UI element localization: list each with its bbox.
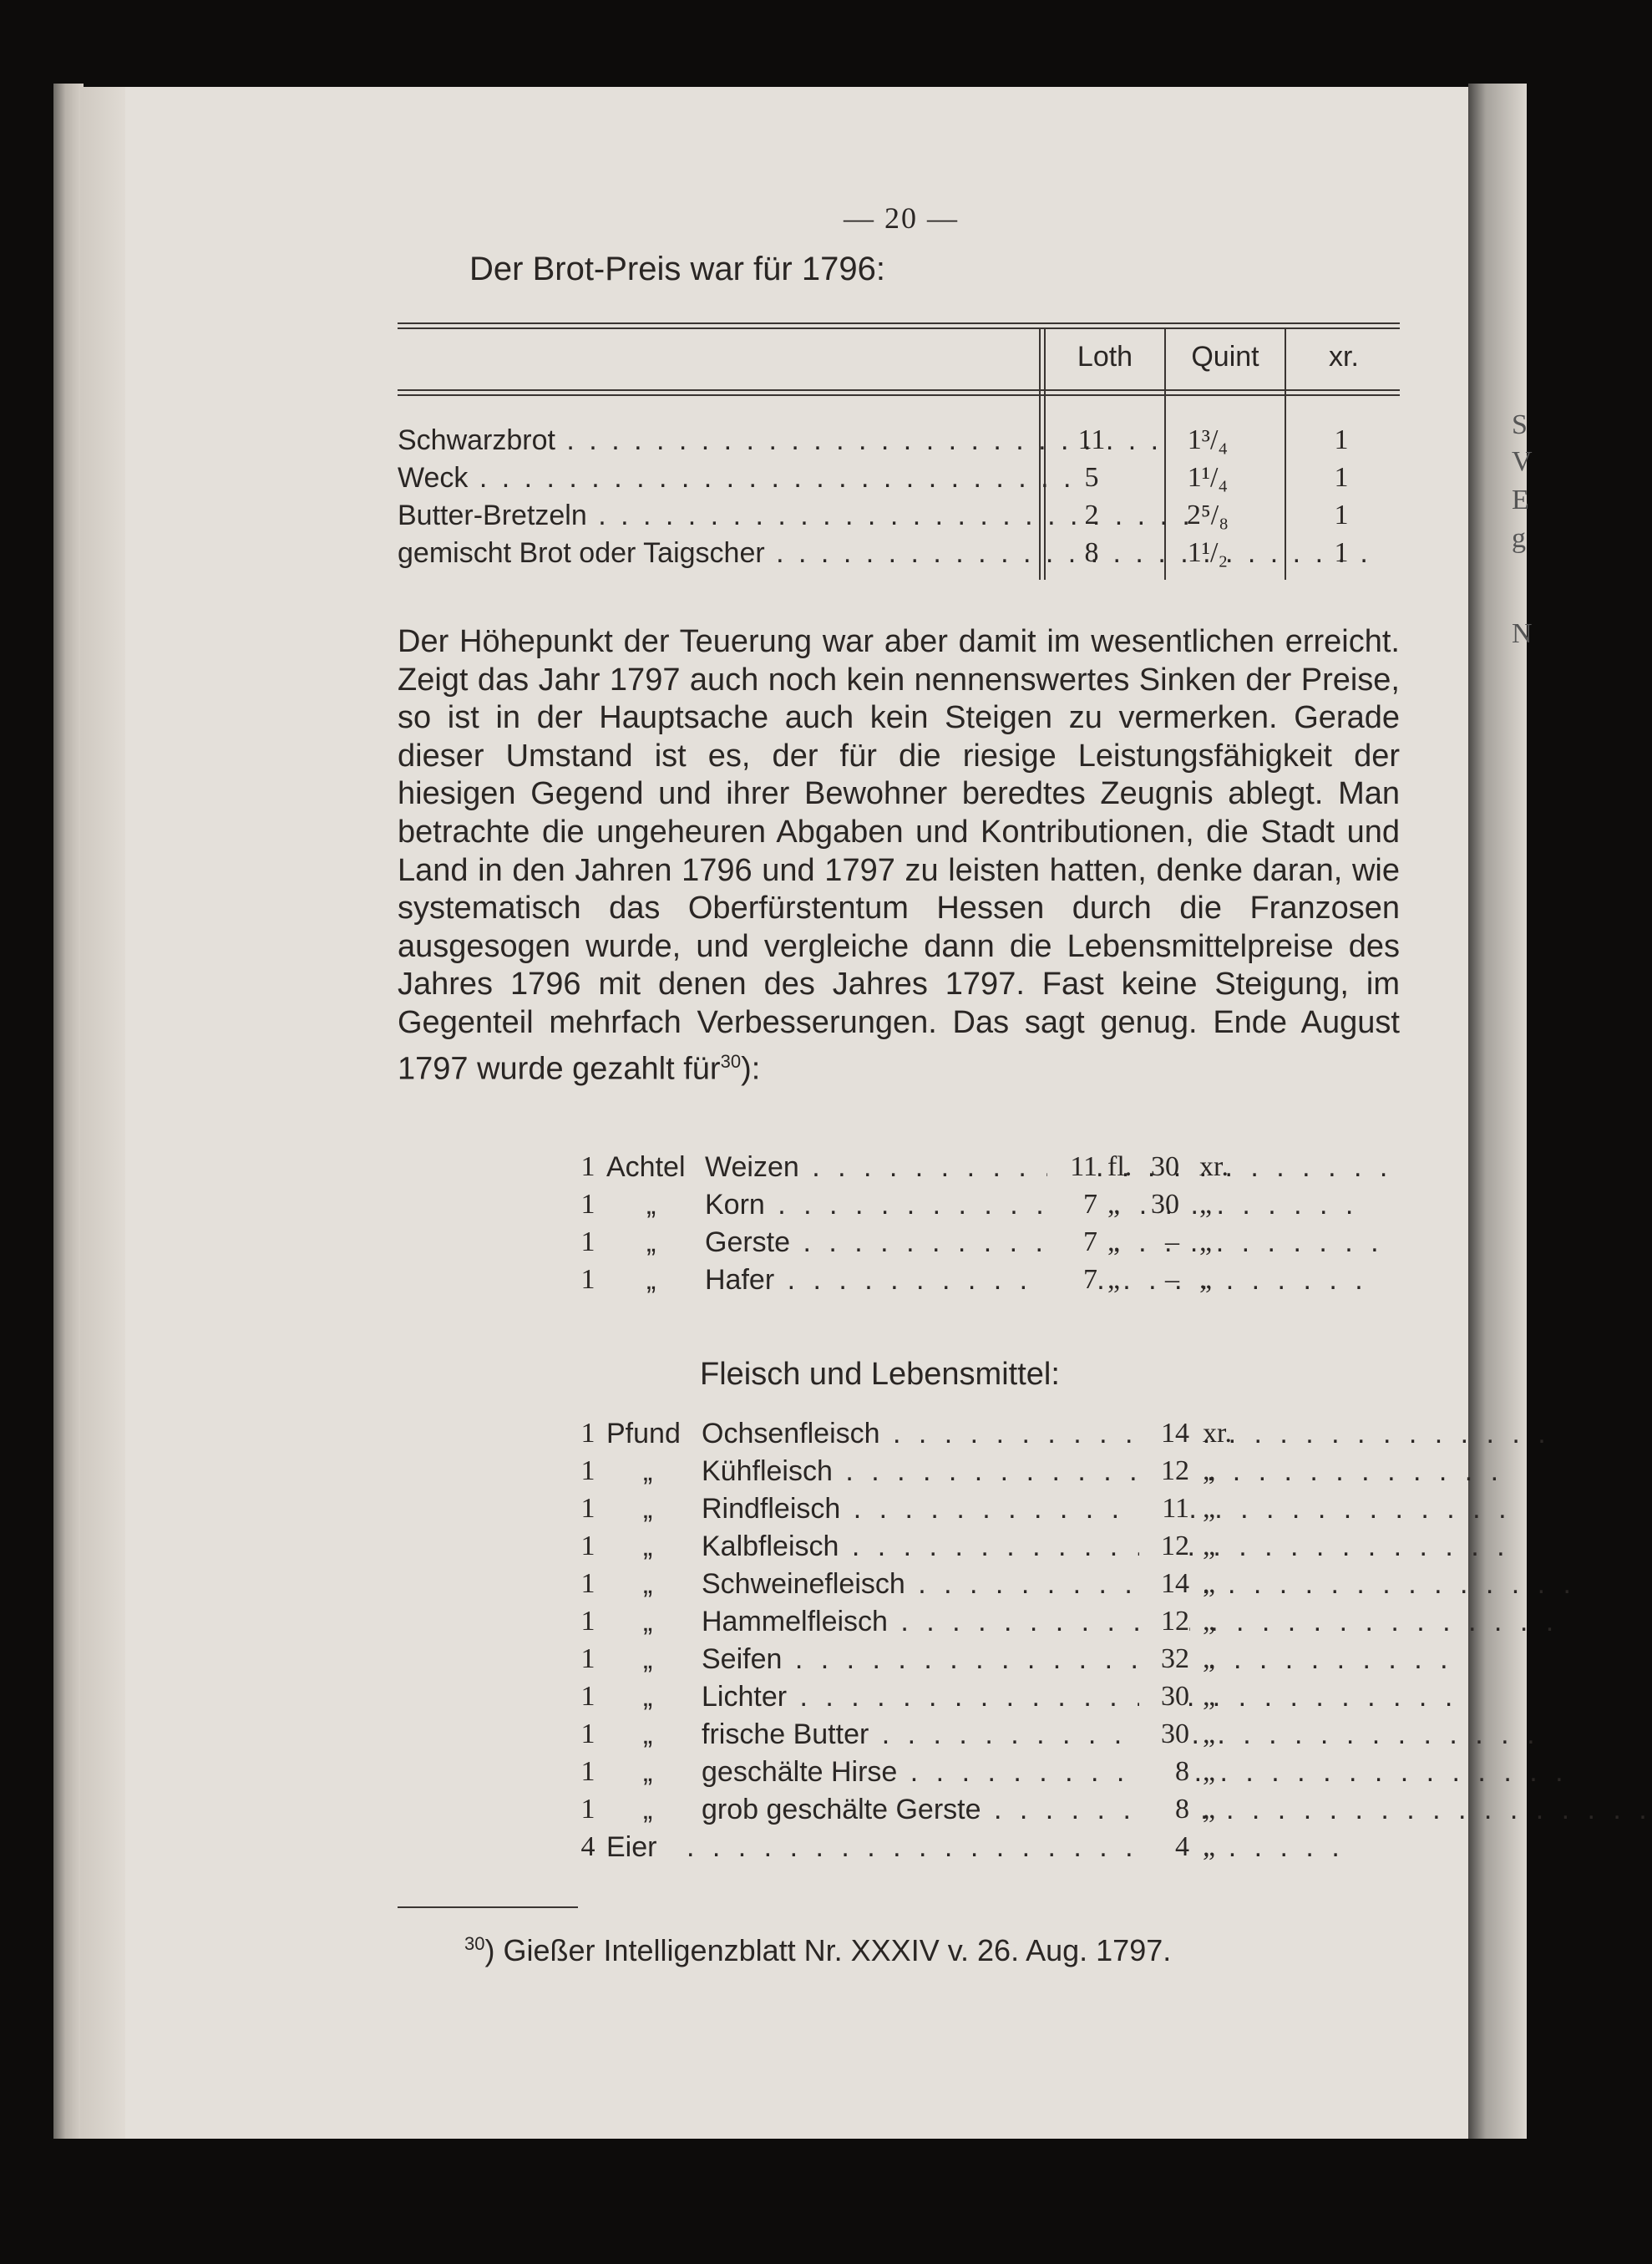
unit: „ — [646, 1189, 656, 1221]
item-name: Rindfleisch . . . — [702, 1493, 1144, 1525]
item-name: grob geschälte Gerste . . . — [702, 1794, 1144, 1826]
facing-page-letter: S — [1512, 409, 1528, 440]
quantity: 1 — [580, 1606, 595, 1637]
footnote-reference: 30 — [720, 1050, 742, 1072]
body-paragraph — [398, 623, 1400, 1089]
bread-name: Butter-Bretzeln . . . — [398, 500, 1016, 532]
price: 14 — [1139, 1568, 1189, 1600]
unit: „ — [643, 1455, 653, 1487]
price: 4 — [1139, 1831, 1189, 1863]
price: 14 — [1139, 1418, 1189, 1449]
currency: „ — [1203, 1455, 1216, 1486]
paragraph-end: ): — [741, 1051, 761, 1087]
footnote-text: ) Gießer Intelligenzblatt Nr. XXXIV v. 26. Aug. 1797. — [484, 1933, 1172, 1967]
price: 8 — [1139, 1794, 1189, 1825]
price: 12 — [1139, 1455, 1189, 1487]
item-name: Seifen . . . — [702, 1643, 1144, 1676]
quint-value: 1³/₄ — [1187, 424, 1229, 455]
table-header-rule — [398, 394, 1400, 396]
item-name: geschälte Hirse . . . — [702, 1756, 1144, 1789]
gulden-unit: „ — [1107, 1189, 1121, 1220]
unit: Pfund — [606, 1418, 681, 1449]
xr-value: 1 — [1334, 424, 1349, 455]
footnote — [464, 1933, 1171, 1968]
loth-value: 2 — [1084, 500, 1099, 530]
bread-name: gemischt Brot oder Taigscher . . . — [398, 537, 1016, 570]
currency: „ — [1203, 1568, 1216, 1599]
currency: xr. — [1203, 1418, 1232, 1449]
facing-page-letter: N — [1512, 618, 1533, 649]
unit: „ — [643, 1718, 653, 1750]
unit: „ — [643, 1794, 653, 1825]
currency: „ — [1203, 1718, 1216, 1749]
price-kreuzer: – — [1165, 1226, 1179, 1257]
bread-name: Schwarzbrot . . . — [398, 424, 1016, 457]
grain-price-list — [580, 1151, 1264, 1310]
unit: „ — [646, 1264, 656, 1296]
unit: „ — [643, 1493, 653, 1525]
gulden-unit: fl. — [1107, 1151, 1133, 1182]
quantity: 1 — [580, 1681, 595, 1712]
page-gutter — [80, 87, 130, 2139]
quint-value: 1¹/₄ — [1187, 462, 1229, 493]
quantity: 1 — [580, 1418, 595, 1449]
currency: „ — [1203, 1530, 1216, 1561]
provisions-price-list — [580, 1418, 1264, 1886]
item-name — [687, 1831, 1144, 1864]
item-name: Schweinefleisch . . . — [702, 1568, 1144, 1601]
facing-page-letter: E — [1512, 485, 1529, 515]
price-gulden: 11 — [1047, 1151, 1097, 1183]
loth-value: 11 — [1077, 424, 1106, 455]
unit: „ — [643, 1643, 653, 1675]
item-name: Gerste . . . — [705, 1226, 1056, 1259]
column-header-quint: Quint — [1191, 341, 1259, 373]
currency: „ — [1199, 1189, 1213, 1220]
quantity: 1 — [580, 1718, 595, 1749]
item-name: Lichter . . . — [702, 1681, 1144, 1713]
quint-value: 1¹/₂ — [1187, 537, 1229, 568]
table-header-rule — [398, 389, 1400, 391]
quantity: 1 — [580, 1530, 595, 1561]
unit: „ — [643, 1568, 653, 1600]
currency: „ — [1203, 1831, 1216, 1862]
table-top-rule — [398, 327, 1400, 329]
price: 12 — [1139, 1530, 1189, 1562]
quantity: 1 — [580, 1455, 595, 1486]
currency: „ — [1203, 1756, 1216, 1787]
currency: „ — [1203, 1794, 1216, 1825]
column-header-xr: xr. — [1329, 341, 1359, 373]
price-kreuzer: 30 — [1151, 1189, 1179, 1220]
bread-name: Weck . . . — [398, 462, 1016, 495]
price-gulden: 7 — [1047, 1226, 1097, 1258]
item-name: Kalbfleisch . . . — [702, 1530, 1144, 1563]
currency: „ — [1203, 1493, 1216, 1524]
quantity: 1 — [580, 1643, 595, 1674]
currency: „ — [1199, 1264, 1213, 1295]
facing-page-edge — [1468, 84, 1533, 2139]
price: 11 — [1139, 1493, 1189, 1525]
unit: „ — [643, 1681, 653, 1713]
currency: „ — [1203, 1643, 1216, 1674]
price-kreuzer: 30 — [1151, 1151, 1179, 1182]
xr-value: 1 — [1334, 537, 1349, 568]
quantity: 1 — [580, 1568, 595, 1599]
paragraph-text: Der Höhepunkt der Teuerung war aber damit im wesentlichen erreicht. Zeigt das Jahr 1797 auch noch kein nennenswertes Sinken der Preise, so ist in der Hauptsache auch kein Steigen zu vermerken. Gerade dieser Umstand ist es, der für die riesige Leistungsfähigkeit der hiesigen Gegend und ihrer Bewohner beredtes Zeugnis ablegt. Man betrachte die ungeheuren Abgaben und Kontributionen, die Stadt und Land in den Jahren 1796 und 1797 zu leisten hatten, denke daran, wie systematisch das Oberfürstentum Hessen durch die Franzosen ausgesogen wurde, und vergleiche dann die Lebensmittelpreise des Jahres 1796 mit denen des Jahres 1797. Fast keine Steigung, im Gegenteil mehrfach Verbesserungen. Das sagt genug. Ende August 1797 wurde gezahlt für — [398, 624, 1400, 1087]
quantity: 4 — [580, 1831, 595, 1862]
quantity: 1 — [580, 1151, 595, 1182]
loth-value: 5 — [1084, 462, 1099, 493]
item-name: frische Butter . . . — [702, 1718, 1144, 1751]
currency: xr. — [1199, 1151, 1229, 1182]
quantity: 1 — [580, 1493, 595, 1524]
quantity: 1 — [580, 1264, 595, 1295]
price: 12 — [1139, 1606, 1189, 1637]
loth-value: 8 — [1084, 537, 1099, 568]
unit: Achtel — [606, 1151, 686, 1183]
item-name: Korn . . . — [705, 1189, 1056, 1221]
price: 30 — [1139, 1681, 1189, 1713]
footnote-separator — [398, 1906, 578, 1908]
gulden-unit: „ — [1107, 1264, 1121, 1295]
price: 30 — [1139, 1718, 1189, 1750]
item-name: Hafer . . . — [705, 1264, 1056, 1297]
price: 8 — [1139, 1756, 1189, 1788]
price: 32 — [1139, 1643, 1189, 1675]
quantity: 1 — [580, 1756, 595, 1787]
section-heading: Fleisch und Lebensmittel: — [700, 1357, 1060, 1392]
unit: „ — [643, 1530, 653, 1562]
gulden-unit: „ — [1107, 1226, 1121, 1257]
quantity: 1 — [580, 1189, 595, 1220]
price-gulden: 7 — [1047, 1189, 1097, 1221]
page-number: — 20 — — [844, 201, 959, 235]
price-gulden: 7 — [1047, 1264, 1097, 1296]
facing-page-letter: V — [1512, 446, 1533, 477]
unit: Eier — [606, 1831, 657, 1863]
item-name: Ochsenfleisch . . . — [702, 1418, 1144, 1450]
footnote-marker: 30 — [464, 1933, 485, 1954]
currency: „ — [1203, 1681, 1216, 1712]
quint-value: 2⁵/₈ — [1186, 500, 1229, 530]
currency: „ — [1199, 1226, 1213, 1257]
xr-value: 1 — [1334, 462, 1349, 493]
currency: „ — [1203, 1606, 1216, 1637]
item-name: Weizen . . . — [705, 1151, 1056, 1184]
price-kreuzer: – — [1165, 1264, 1179, 1295]
table-top-rule — [398, 322, 1400, 324]
bread-price-intro: Der Brot-Preis war für 1796: — [469, 251, 885, 287]
facing-page-letter: g — [1512, 523, 1526, 554]
quantity: 1 — [580, 1794, 595, 1825]
unit: „ — [646, 1226, 656, 1258]
book-left-edge — [53, 84, 84, 2139]
quantity: 1 — [580, 1226, 595, 1257]
unit: „ — [643, 1606, 653, 1637]
column-header-loth: Loth — [1077, 341, 1133, 373]
unit: „ — [643, 1756, 653, 1788]
item-name: Hammelfleisch . . . — [702, 1606, 1144, 1638]
xr-value: 1 — [1334, 500, 1349, 530]
item-name: Kühfleisch . . . — [702, 1455, 1144, 1488]
